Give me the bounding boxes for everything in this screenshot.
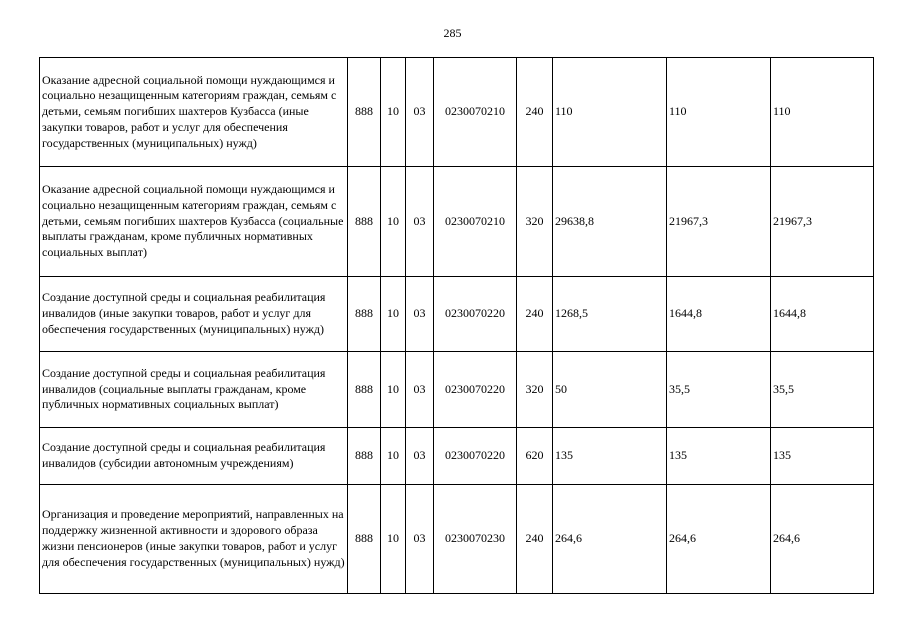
subsection-code: 03 (406, 277, 434, 352)
amount-year-2: 35,5 (667, 352, 771, 428)
section-code: 10 (381, 167, 406, 277)
table-row (40, 428, 874, 485)
expense-type-code: 240 (517, 58, 553, 167)
expense-description: Оказание адресной социальной помощи нуждающимся и социально незащищенным категориям граждан, семьям с детьми, семьям погибших шахтеров Кузбасса (иные закупки товаров, работ и услуг для обеспечения государственных (муниципальных) нужд) (40, 58, 348, 167)
amount-year-1: 1268,5 (553, 277, 667, 352)
ministry-code: 888 (348, 485, 381, 594)
table-row (40, 352, 874, 428)
page-number: 285 (443, 26, 462, 40)
table-row (40, 277, 874, 352)
amount-year-1: 135 (553, 428, 667, 485)
expense-description: Оказание адресной социальной помощи нуждающимся и социально незащищенным категориям граждан, семьям с детьми, семьям погибших шахтеров Кузбасса (социальные выплаты гражданам, кроме публичных нормативных социальных выплат) (40, 167, 348, 277)
table-row (40, 485, 874, 594)
ministry-code: 888 (348, 277, 381, 352)
amount-year-1: 29638,8 (553, 167, 667, 277)
table-row (40, 167, 874, 277)
amount-year-3: 110 (771, 58, 874, 167)
section-code: 10 (381, 428, 406, 485)
target-article-code: 0230070230 (434, 485, 517, 594)
amount-year-3: 35,5 (771, 352, 874, 428)
target-article-code: 0230070210 (434, 58, 517, 167)
subsection-code: 03 (406, 485, 434, 594)
table-row (40, 58, 874, 167)
section-code: 10 (381, 485, 406, 594)
amount-year-3: 21967,3 (771, 167, 874, 277)
target-article-code: 0230070220 (434, 428, 517, 485)
budget-table (39, 57, 874, 594)
section-code: 10 (381, 277, 406, 352)
expense-description: Создание доступной среды и социальная реабилитация инвалидов (субсидии автономным учреждениям) (40, 428, 348, 485)
amount-year-1: 110 (553, 58, 667, 167)
expense-type-code: 320 (517, 167, 553, 277)
amount-year-2: 21967,3 (667, 167, 771, 277)
section-code: 10 (381, 352, 406, 428)
amount-year-2: 135 (667, 428, 771, 485)
ministry-code: 888 (348, 428, 381, 485)
ministry-code: 888 (348, 167, 381, 277)
amount-year-3: 1644,8 (771, 277, 874, 352)
subsection-code: 03 (406, 167, 434, 277)
amount-year-2: 264,6 (667, 485, 771, 594)
subsection-code: 03 (406, 428, 434, 485)
expense-description: Создание доступной среды и социальная реабилитация инвалидов (иные закупки товаров, работ и услуг для обеспечения государственных (муниципальных) нужд) (40, 277, 348, 352)
amount-year-3: 264,6 (771, 485, 874, 594)
expense-type-code: 240 (517, 485, 553, 594)
target-article-code: 0230070210 (434, 167, 517, 277)
amount-year-2: 110 (667, 58, 771, 167)
ministry-code: 888 (348, 352, 381, 428)
expense-type-code: 240 (517, 277, 553, 352)
target-article-code: 0230070220 (434, 352, 517, 428)
expense-type-code: 320 (517, 352, 553, 428)
amount-year-1: 50 (553, 352, 667, 428)
subsection-code: 03 (406, 58, 434, 167)
amount-year-3: 135 (771, 428, 874, 485)
expense-description: Создание доступной среды и социальная реабилитация инвалидов (социальные выплаты гражданам, кроме публичных нормативных социальных выплат) (40, 352, 348, 428)
section-code: 10 (381, 58, 406, 167)
amount-year-2: 1644,8 (667, 277, 771, 352)
amount-year-1: 264,6 (553, 485, 667, 594)
subsection-code: 03 (406, 352, 434, 428)
target-article-code: 0230070220 (434, 277, 517, 352)
ministry-code: 888 (348, 58, 381, 167)
expense-description: Организация и проведение мероприятий, направленных на поддержку жизненной активности и здорового образа жизни пенсионеров (иные закупки товаров, работ и услуг для обеспечения государственных (муниципальных) нужд) (40, 485, 348, 594)
expense-type-code: 620 (517, 428, 553, 485)
